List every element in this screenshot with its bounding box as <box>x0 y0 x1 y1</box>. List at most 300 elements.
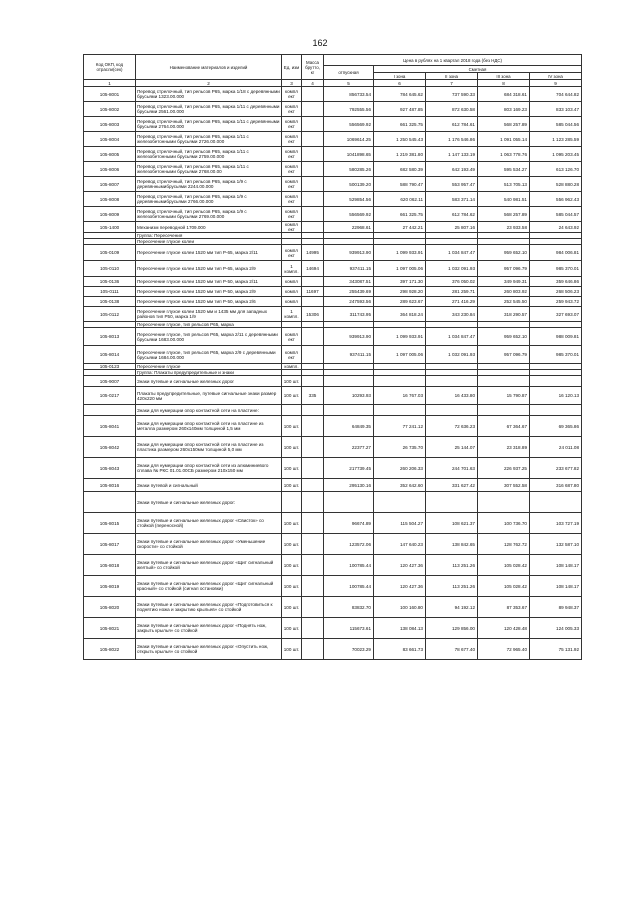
price-release: 343087.51 <box>324 277 374 287</box>
table-row <box>84 177 582 192</box>
col-num: 2 <box>136 80 282 87</box>
price-table <box>83 54 582 660</box>
item-code: 105-0123 <box>84 364 136 370</box>
item-mass <box>302 639 324 660</box>
price-zone-2: 872 630.58 <box>426 102 478 117</box>
item-mass <box>302 222 324 233</box>
item-code: 105-0136 <box>84 277 136 287</box>
price-zone-4: 585 044.57 <box>530 207 582 222</box>
item-unit: компл <box>282 287 302 297</box>
price-zone-2 <box>426 376 478 387</box>
table-row <box>84 492 582 513</box>
item-mass <box>302 479 324 492</box>
price-zone-1: 661 325.75 <box>374 117 426 132</box>
price-zone-2 <box>426 492 478 513</box>
item-unit: компл ект <box>282 346 302 364</box>
item-unit: компл <box>282 277 302 287</box>
item-unit: компл <box>282 297 302 307</box>
price-zone-3: 23 933.58 <box>478 222 530 233</box>
item-name: Знаки для нумерации опор контактной сети из алюминиевого сплава № РКС 01.01.00СБ размером 210х150 мм <box>136 458 282 479</box>
item-name: Группа: Плакаты предупредительные и знаки <box>136 370 282 376</box>
table-row <box>84 618 582 639</box>
price-zone-2: 642 193.49 <box>426 162 478 177</box>
price-release: 939913.90 <box>324 245 374 261</box>
price-zone-4: 316 687.80 <box>530 479 582 492</box>
item-code: 105-8022 <box>84 639 136 660</box>
price-release: 10293.93 <box>324 387 374 405</box>
price-zone-4: 108 148.17 <box>530 555 582 576</box>
item-mass <box>302 597 324 618</box>
price-zone-2: 25 144.07 <box>426 437 478 458</box>
item-unit: компл ект <box>282 328 302 346</box>
item-mass: 15306 <box>302 307 324 322</box>
item-mass <box>302 297 324 307</box>
price-zone-3: 87 353.67 <box>478 597 530 618</box>
price-zone-4: 69 365.86 <box>530 416 582 437</box>
price-release: 64849.35 <box>324 416 374 437</box>
price-zone-2: 138 842.65 <box>426 534 478 555</box>
item-unit: компл ект <box>282 192 302 207</box>
price-zone-4: 359 646.86 <box>530 277 582 287</box>
table-row <box>84 287 582 297</box>
item-mass <box>302 376 324 387</box>
item-unit: компл ект <box>282 222 302 233</box>
price-release: 22377.27 <box>324 437 374 458</box>
price-zone-1: 260 206.33 <box>374 458 426 479</box>
item-mass <box>302 132 324 147</box>
table-row <box>84 87 582 102</box>
item-code: 105-8042 <box>84 437 136 458</box>
item-code: 105-8014 <box>84 346 136 364</box>
price-release: 70023.29 <box>324 639 374 660</box>
price-zone-4: 124 005.33 <box>530 618 582 639</box>
price-zone-3: 226 937.25 <box>478 458 530 479</box>
price-release <box>324 492 374 513</box>
price-zone-1 <box>374 405 426 416</box>
price-zone-1: 26 735.70 <box>374 437 426 458</box>
price-zone-1: 1 097 005.06 <box>374 346 426 364</box>
price-zone-2: 1 176 546.86 <box>426 132 478 147</box>
item-mass <box>302 87 324 102</box>
item-code: 105-8019 <box>84 576 136 597</box>
header-unit: Ед. изм <box>282 55 302 80</box>
col-num: 5 <box>324 80 374 87</box>
item-unit: 100 шт. <box>282 534 302 555</box>
price-zone-2: 1 032 091.93 <box>426 261 478 277</box>
item-mass <box>302 346 324 364</box>
price-zone-4: 833 103.47 <box>530 102 582 117</box>
table-row <box>84 297 582 307</box>
price-zone-4: 988 009.81 <box>530 328 582 346</box>
item-unit: компл ект <box>282 177 302 192</box>
price-zone-1: 77 241.12 <box>374 416 426 437</box>
price-release: 100785.44 <box>324 555 374 576</box>
price-zone-1: 784 645.62 <box>374 87 426 102</box>
item-name: Знаки путевые и сигнальные железных дорог «Подготовиться к поднятию ножа и закрытию крыльев» со стойкой <box>136 597 282 618</box>
col-num: 1 <box>84 80 136 87</box>
price-zone-2: 343 230.84 <box>426 307 478 322</box>
price-release: 100785.44 <box>324 576 374 597</box>
header-estimated: Сметная <box>374 66 582 73</box>
price-zone-1: 588 790.47 <box>374 177 426 192</box>
item-mass <box>302 102 324 117</box>
price-zone-4: 132 587.10 <box>530 534 582 555</box>
item-unit: 100 шт. <box>282 618 302 639</box>
header-code: Код ОКП, код отрасли(сек) <box>84 55 136 80</box>
table-row <box>84 192 582 207</box>
price-zone-3: 72 965.40 <box>478 639 530 660</box>
item-unit: компл ект <box>282 162 302 177</box>
item-code: 105-8041 <box>84 416 136 437</box>
item-code <box>84 405 136 416</box>
col-num: 9 <box>530 80 582 87</box>
price-release: 1041898.65 <box>324 147 374 162</box>
item-name: Перевод стрелочный, тип рельсов Р65, марка 1/18 с деревянными брусьями 1323.00.000 <box>136 87 282 102</box>
price-zone-4: 704 644.82 <box>530 87 582 102</box>
price-zone-4: 75 131.92 <box>530 639 582 660</box>
item-name: Знаки путевые и сигнальные железных дорог: <box>136 492 282 513</box>
item-code: 105-8003 <box>84 117 136 132</box>
item-name: Пересечение глухое колеи 1520 мм тип Р-50, марка 2/6 <box>136 297 282 307</box>
item-code: 105-0138 <box>84 297 136 307</box>
price-zone-3: 1 091 055.14 <box>478 132 530 147</box>
item-code: 105-1400 <box>84 222 136 233</box>
price-zone-3: 120 428.48 <box>478 618 530 639</box>
table-row <box>84 102 582 117</box>
table-row <box>84 555 582 576</box>
item-mass <box>302 147 324 162</box>
table-row <box>84 387 582 405</box>
price-zone-2: 113 251.26 <box>426 576 478 597</box>
item-code <box>84 492 136 513</box>
price-zone-2: 737 590.33 <box>426 87 478 102</box>
price-release: 500139.20 <box>324 177 374 192</box>
item-code: 105-0109 <box>84 245 136 261</box>
item-unit: 100 шт. <box>282 555 302 576</box>
item-mass <box>302 162 324 177</box>
table-row <box>84 207 582 222</box>
item-name: Знаки для нумерации опор контактной сети на пластине: <box>136 405 282 416</box>
price-release: 123572.06 <box>324 534 374 555</box>
price-zone-2: 1 034 847.47 <box>426 328 478 346</box>
price-release: 580285.26 <box>324 162 374 177</box>
item-name: Пересечение глухое <box>136 364 282 370</box>
price-zone-4 <box>530 405 582 416</box>
item-unit: 100 шт. <box>282 416 302 437</box>
price-zone-1: 397 171.30 <box>374 277 426 287</box>
price-zone-1 <box>374 376 426 387</box>
item-name: Знаки путевые и сигнальные железных дорог «Опустить нож, открыть крылья» со стойкой <box>136 639 282 660</box>
price-zone-2: 583 371.14 <box>426 192 478 207</box>
item-name: Группа: Пересечения <box>136 233 282 239</box>
price-zone-2: 331 627.42 <box>426 479 478 492</box>
price-zone-2: 376 050.02 <box>426 277 478 287</box>
item-code: 105-8021 <box>84 618 136 639</box>
price-zone-4: 528 880.28 <box>530 177 582 192</box>
item-name: Перевод стрелочный, тип рельсов Р65, марка 1/9 с деревяннымибрусьями 2244.00.000 <box>136 177 282 192</box>
item-code: 105-8001 <box>84 87 136 102</box>
item-code: 105-8018 <box>84 555 136 576</box>
price-zone-3: 307 552.58 <box>478 479 530 492</box>
item-unit: 1 компл. <box>282 261 302 277</box>
header-zone-3: III зона <box>478 73 530 80</box>
item-mass <box>302 277 324 287</box>
item-name: Знаки путевые и сигнальные железных дорог «Щит сигнальный желтый» со стойкой <box>136 555 282 576</box>
item-mass <box>302 576 324 597</box>
item-code: 105-8008 <box>84 192 136 207</box>
item-code: 105-0112 <box>84 307 136 322</box>
price-release: 856733.54 <box>324 87 374 102</box>
price-zone-2: 78 677.40 <box>426 639 478 660</box>
price-zone-4: 327 693.07 <box>530 307 582 322</box>
item-mass <box>302 437 324 458</box>
item-name: Знаки путевые и сигнальные железных дорог «Щит сигнальный красный» со стойкой (сигнал остановки) <box>136 576 282 597</box>
item-code: 105-0111 <box>84 287 136 297</box>
price-release: 556569.92 <box>324 117 374 132</box>
item-unit: компл ект <box>282 87 302 102</box>
price-zone-4: 1 095 203.45 <box>530 147 582 162</box>
item-unit: компл ект <box>282 147 302 162</box>
item-code: 105-8015 <box>84 513 136 534</box>
table-row <box>84 117 582 132</box>
price-release: 937411.15 <box>324 261 374 277</box>
price-zone-4: 259 943.72 <box>530 297 582 307</box>
price-zone-1: 83 661.73 <box>374 639 426 660</box>
item-mass <box>302 405 324 416</box>
item-code: 105-8009 <box>84 207 136 222</box>
price-zone-3 <box>478 492 530 513</box>
table-row <box>84 405 582 416</box>
item-name: Пересечение глухое колеи 1520 мм тип Р-65, марка 2/9 <box>136 261 282 277</box>
table-row <box>84 479 582 492</box>
table-row <box>84 261 582 277</box>
column-numbers-row <box>84 80 582 87</box>
col-num: 6 <box>374 80 426 87</box>
item-code: 105-0110 <box>84 261 136 277</box>
price-zone-3: 252 545.50 <box>478 297 530 307</box>
item-code: 105-8043 <box>84 458 136 479</box>
price-zone-1 <box>374 492 426 513</box>
table-row <box>84 376 582 387</box>
price-zone-3: 959 652.10 <box>478 328 530 346</box>
item-name: Перевод стрелочный, тип рельсов Р65, марка 1/9 с железобетонными брусьями 2769.00.000 <box>136 207 282 222</box>
price-zone-4: 984 006.81 <box>530 245 582 261</box>
item-unit: 100 шт. <box>282 576 302 597</box>
price-zone-4: 233 677.82 <box>530 458 582 479</box>
item-mass: 14694 <box>302 261 324 277</box>
header-name: Наименование материалов и изделий <box>136 55 282 80</box>
price-zone-4: 24 643.92 <box>530 222 582 233</box>
price-zone-3 <box>478 376 530 387</box>
item-name: Пересечение глухое колеи 1520 мм тип Р-65, марка 2/11 <box>136 245 282 261</box>
table-row <box>84 458 582 479</box>
item-unit: 100 шт. <box>282 597 302 618</box>
item-unit: 100 шт. <box>282 376 302 387</box>
price-release <box>324 376 374 387</box>
price-zone-4: 985 370.01 <box>530 346 582 364</box>
item-unit: 100 шт. <box>282 513 302 534</box>
item-name: Пересечение глухое, тип рельсов Р65, марка <box>136 322 282 328</box>
item-code: 105-8013 <box>84 328 136 346</box>
item-unit: компл. <box>282 364 302 370</box>
price-zone-3: 15 790.87 <box>478 387 530 405</box>
price-release: 115673.61 <box>324 618 374 639</box>
price-zone-4: 24 011.08 <box>530 437 582 458</box>
price-zone-2: 72 636.23 <box>426 416 478 437</box>
item-code: 105-8016 <box>84 479 136 492</box>
item-code: 105-8020 <box>84 597 136 618</box>
item-mass <box>302 207 324 222</box>
price-zone-1: 927 487.85 <box>374 102 426 117</box>
price-release: 939913.90 <box>324 328 374 346</box>
item-unit: 100 шт. <box>282 639 302 660</box>
price-zone-1: 1 099 933.91 <box>374 328 426 346</box>
price-zone-3: 540 981.51 <box>478 192 530 207</box>
price-zone-1: 120 427.36 <box>374 576 426 597</box>
price-zone-1: 620 062.11 <box>374 192 426 207</box>
item-code: 105-8006 <box>84 162 136 177</box>
price-zone-2: 25 807.16 <box>426 222 478 233</box>
item-code: 105-9007 <box>84 376 136 387</box>
price-zone-2: 129 856.00 <box>426 618 478 639</box>
table-body <box>84 87 582 660</box>
price-zone-4: 985 370.01 <box>530 261 582 277</box>
price-release: 96674.89 <box>324 513 374 534</box>
price-zone-1: 16 767.03 <box>374 387 426 405</box>
price-zone-2: 612 784.61 <box>426 117 478 132</box>
item-code: 105-8007 <box>84 177 136 192</box>
price-zone-3: 957 096.79 <box>478 346 530 364</box>
item-mass <box>302 458 324 479</box>
price-zone-4: 613 126.70 <box>530 162 582 177</box>
item-mass: 335 <box>302 387 324 405</box>
item-name: Перевод стрелочный, тип рельсов Р65, марка 1/11 с железобетонными брусьями 2759.00.000 <box>136 147 282 162</box>
header-mass: Масса брутто, кг <box>302 55 324 80</box>
price-zone-2: 553 957.47 <box>426 177 478 192</box>
item-name: Пересечение глухое, тип рельсов Р65, марка 2/9 с деревянными брусьями 1684.00.000 <box>136 346 282 364</box>
table-row <box>84 437 582 458</box>
col-num: 7 <box>426 80 478 87</box>
item-code: 105-8017 <box>84 534 136 555</box>
table-row <box>84 132 582 147</box>
table-row <box>84 147 582 162</box>
price-zone-2: 16 433.80 <box>426 387 478 405</box>
price-zone-2: 1 034 847.47 <box>426 245 478 261</box>
price-zone-2: 244 701.63 <box>426 458 478 479</box>
item-name: Знаки путевые и сигнальные железных дорог «Поднять нож, закрыть крылья» со стойкой <box>136 618 282 639</box>
item-name: Знаки для нумерации опор контактной сети на пластине из металла размером 260х140мм толщиной 1,5 мм <box>136 416 282 437</box>
table-row <box>84 328 582 346</box>
price-release: 311743.95 <box>324 307 374 322</box>
table-row <box>84 597 582 618</box>
col-num: 3 <box>282 80 302 87</box>
price-zone-1: 352 642.60 <box>374 479 426 492</box>
price-zone-2: 108 621.37 <box>426 513 478 534</box>
price-release: 937411.15 <box>324 346 374 364</box>
item-mass <box>302 555 324 576</box>
price-zone-3: 595 534.27 <box>478 162 530 177</box>
price-zone-4: 89 948.37 <box>530 597 582 618</box>
price-zone-3: 23 318.89 <box>478 437 530 458</box>
item-mass <box>302 192 324 207</box>
item-name: Знаки путевой и сигнальный <box>136 479 282 492</box>
header-zone-2: II зона <box>426 73 478 80</box>
item-code: 105-8004 <box>84 132 136 147</box>
table-row <box>84 245 582 261</box>
price-release: 217739.45 <box>324 458 374 479</box>
price-release: 529854.56 <box>324 192 374 207</box>
item-name: Знаки для нумерации опор контактной сети на пластине из пластика размером 260х150мм толщиной 5,0 мм <box>136 437 282 458</box>
price-zone-3 <box>478 405 530 416</box>
price-zone-1: 1 097 005.06 <box>374 261 426 277</box>
item-name: Знаки путевые и сигнальные железных дорог «Уменьшение скорости» со стойкой <box>136 534 282 555</box>
item-name: Пересечение глухое колеи 1520 мм тип Р-50, марка 2/11 <box>136 277 282 287</box>
col-num: 8 <box>478 80 530 87</box>
price-zone-1: 1 250 545.43 <box>374 132 426 147</box>
price-zone-3: 959 652.10 <box>478 245 530 261</box>
price-release: 1069614.25 <box>324 132 374 147</box>
item-unit: компл ект <box>282 245 302 261</box>
price-zone-3: 318 290.57 <box>478 307 530 322</box>
price-zone-1: 138 084.13 <box>374 618 426 639</box>
price-zone-2: 281 259.71 <box>426 287 478 297</box>
table-row <box>84 513 582 534</box>
item-unit: компл ект <box>282 102 302 117</box>
price-release: 295130.16 <box>324 479 374 492</box>
table-row <box>84 534 582 555</box>
price-zone-4: 1 123 285.59 <box>530 132 582 147</box>
item-mass <box>302 513 324 534</box>
item-unit <box>282 492 302 513</box>
table-row <box>84 639 582 660</box>
price-release: 247593.56 <box>324 297 374 307</box>
item-code: 105-8002 <box>84 102 136 117</box>
header-zone-1: I зона <box>374 73 426 80</box>
price-zone-2 <box>426 405 478 416</box>
item-unit: компл ект <box>282 207 302 222</box>
price-release <box>324 405 374 416</box>
price-release: 255439.69 <box>324 287 374 297</box>
item-name: Перевод стрелочный, тип рельсов Р65, марка 1/11 с деревянными брусьями 2561.00.000 <box>136 102 282 117</box>
item-mass <box>302 618 324 639</box>
price-zone-1: 100 160.80 <box>374 597 426 618</box>
item-unit: компл ект <box>282 117 302 132</box>
price-zone-3: 105 028.42 <box>478 576 530 597</box>
item-mass: 11697 <box>302 287 324 297</box>
item-mass <box>302 492 324 513</box>
col-num: 4 <box>302 80 324 87</box>
item-mass <box>302 117 324 132</box>
price-release: 792555.56 <box>324 102 374 117</box>
price-zone-1: 1 099 933.91 <box>374 245 426 261</box>
price-release: 83832.70 <box>324 597 374 618</box>
item-mass <box>302 328 324 346</box>
item-name: Пересечение глухое колеи 1520 мм тип Р-50, марка 2/9 <box>136 287 282 297</box>
item-unit: 100 шт. <box>282 387 302 405</box>
item-name: Пересечение глухое колеи 1520 мм и 1435 мм для западных районов тип Р50, марка 1/9 <box>136 307 282 322</box>
price-zone-1: 1 219 381.80 <box>374 147 426 162</box>
item-mass <box>302 416 324 437</box>
item-mass <box>302 177 324 192</box>
item-unit <box>282 405 302 416</box>
table-row <box>84 346 582 364</box>
price-release: 556569.92 <box>324 207 374 222</box>
price-zone-3: 803 169.23 <box>478 102 530 117</box>
price-zone-3: 67 364.67 <box>478 416 530 437</box>
price-zone-1: 147 640.23 <box>374 534 426 555</box>
price-zone-1: 289 623.67 <box>374 297 426 307</box>
table-row <box>84 307 582 322</box>
